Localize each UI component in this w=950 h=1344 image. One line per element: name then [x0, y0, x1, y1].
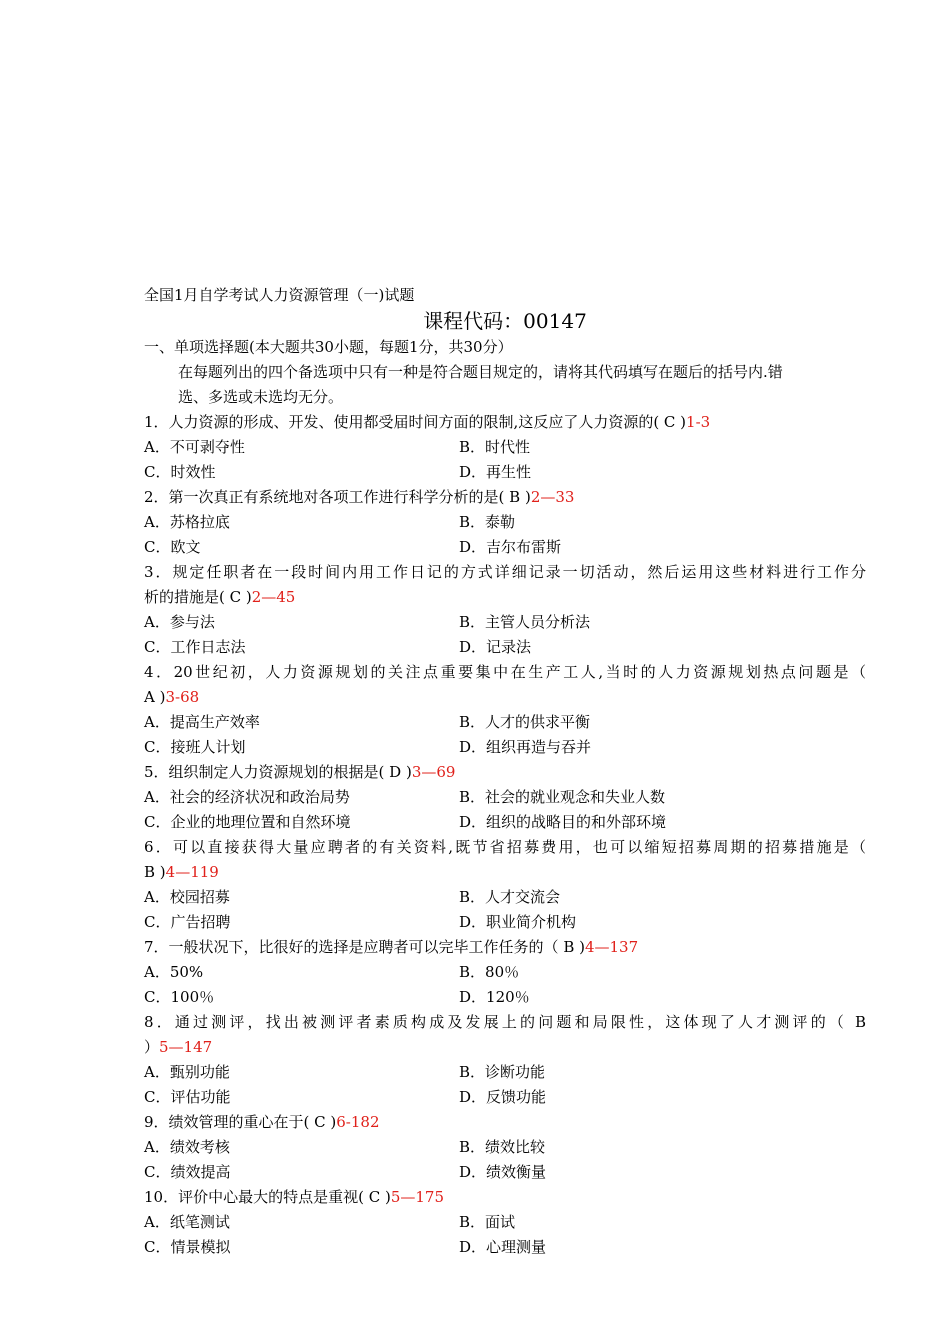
section-title: 一、单项选择题(本大题共30小题，每题1分，共30分）: [144, 338, 513, 356]
option-text: A．甄别功能: [144, 1063, 230, 1081]
option-text: A．绩效考核: [144, 1138, 230, 1156]
option-text: C．广告招聘: [144, 913, 231, 931]
question-item: [144, 660, 866, 760]
option-row: [144, 1085, 866, 1110]
question-stem-line: [144, 860, 866, 885]
question-stem-line: [144, 835, 866, 860]
option-text: B．时代性: [459, 438, 531, 456]
textbook-reference: 3-68: [165, 688, 200, 706]
option-row: [144, 1160, 866, 1185]
question-list: [144, 410, 866, 1260]
exam-title: 全国1月自学考试人力资源管理（一)试题: [144, 286, 415, 304]
option-text: D．记录法: [459, 638, 532, 656]
exam-page: [144, 283, 866, 1260]
option-text: B．诊断功能: [459, 1063, 546, 1081]
option-text: A．50%: [144, 963, 204, 981]
question-stem-text: 8．通过测评，找出被测评者素质构成及发展上的问题和局限性，这体现了人才测评的（ B: [144, 1013, 866, 1031]
option-text: B．绩效比较: [459, 1138, 546, 1156]
option-text: B．社会的就业观念和失业人数: [459, 788, 666, 806]
option-row: [144, 810, 866, 835]
option-text: B．泰勒: [459, 513, 516, 531]
option-row: [144, 435, 866, 460]
question-stem-text: 6．可以直接获得大量应聘者的有关资料,既节省招募费用，也可以缩短招募周期的招募措施是（: [144, 838, 866, 856]
option-row: [144, 460, 866, 485]
option-text: A．校园招募: [144, 888, 230, 906]
question-stem-line: [144, 485, 866, 510]
option-text: C．企业的地理位置和自然环境: [144, 813, 351, 831]
textbook-reference: 3—69: [411, 763, 456, 781]
question-stem-text: 3．规定任职者在一段时间内用工作日记的方式详细记录一切活动，然后运用这些材料进行工作分: [144, 563, 866, 581]
question-stem-text: 9．绩效管理的重心在于( C ): [144, 1113, 337, 1131]
option-text: C．接班人计划: [144, 738, 246, 756]
instructions-line-1: 在每题列出的四个备选项中只有一种是符合题目规定的，请将其代码填写在题后的括号内.错: [178, 363, 783, 381]
option-text: A．社会的经济状况和政治局势: [144, 788, 350, 806]
option-text: C．欧文: [144, 538, 201, 556]
option-text: A．提高生产效率: [144, 713, 260, 731]
option-text: C．工作日志法: [144, 638, 246, 656]
option-text: D．反馈功能: [459, 1088, 547, 1106]
question-item: [144, 485, 866, 560]
question-stem-line: [144, 1185, 866, 1210]
option-text: B．主管人员分析法: [459, 613, 591, 631]
option-text: A．参与法: [144, 613, 215, 631]
textbook-reference: 6-182: [336, 1113, 380, 1131]
question-stem-line: [144, 760, 866, 785]
question-item: [144, 410, 866, 485]
option-row: [144, 635, 866, 660]
option-row: [144, 785, 866, 810]
option-row: [144, 510, 866, 535]
option-text: D．120％: [459, 988, 530, 1006]
option-text: B．人才的供求平衡: [459, 713, 591, 731]
textbook-reference: 4—119: [165, 863, 219, 881]
question-item: [144, 760, 866, 835]
question-stem-line: [144, 1035, 866, 1060]
question-stem-text: ）: [144, 1038, 160, 1056]
option-text: B．面试: [459, 1213, 516, 1231]
question-stem-text: 10．评价中心最大的特点是重视( C ): [144, 1188, 391, 1206]
option-text: B．人才交流会: [459, 888, 561, 906]
option-text: C．时效性: [144, 463, 216, 481]
option-text: D．心理测量: [459, 1238, 547, 1256]
question-stem-line: [144, 935, 866, 960]
question-item: [144, 935, 866, 1010]
question-stem-line: [144, 1010, 866, 1035]
question-stem-line: [144, 410, 866, 435]
option-text: D．绩效衡量: [459, 1163, 547, 1181]
instructions-line-2: 选、多选或未选均无分。: [178, 388, 344, 406]
textbook-reference: 5—147: [159, 1038, 213, 1056]
option-text: D．再生性: [459, 463, 532, 481]
question-stem-line: [144, 585, 866, 610]
question-stem-line: [144, 685, 866, 710]
question-stem-text: 5．组织制定人力资源规划的根据是( D ): [144, 763, 412, 781]
option-row: [144, 710, 866, 735]
question-stem-text: A ): [144, 688, 166, 706]
option-row: [144, 735, 866, 760]
question-stem-text: 1．人力资源的形成、开发、使用都受届时间方面的限制,这反应了人力资源的( C ): [144, 413, 687, 431]
option-text: C．100％: [144, 988, 215, 1006]
option-row: [144, 1235, 866, 1260]
question-stem-text: 析的措施是( C ): [144, 588, 252, 606]
question-stem-text: 7．一般状况下，比很好的选择是应聘者可以完毕工作任务的（ B ): [144, 938, 585, 956]
option-text: C．绩效提高: [144, 1163, 231, 1181]
option-text: A．纸笔测试: [144, 1213, 230, 1231]
question-stem-line: [144, 660, 866, 685]
textbook-reference: 5—175: [390, 1188, 444, 1206]
textbook-reference: 1-3: [686, 413, 711, 431]
option-row: [144, 960, 866, 985]
textbook-reference: 2—45: [251, 588, 296, 606]
question-item: [144, 1110, 866, 1185]
option-row: [144, 1210, 866, 1235]
question-item: [144, 560, 866, 660]
question-stem-line: [144, 1110, 866, 1135]
option-row: [144, 885, 866, 910]
question-item: [144, 1010, 866, 1110]
textbook-reference: 2—33: [530, 488, 575, 506]
course-code: 课程代码：00147: [423, 309, 587, 333]
option-text: D．吉尔布雷斯: [459, 538, 562, 556]
question-stem-text: B ): [144, 863, 166, 881]
option-text: D．组织的战略目的和外部环境: [459, 813, 667, 831]
option-text: D．组织再造与吞并: [459, 738, 592, 756]
option-text: A．苏格拉底: [144, 513, 230, 531]
question-stem-line: [144, 560, 866, 585]
option-row: [144, 610, 866, 635]
option-row: [144, 535, 866, 560]
option-row: [144, 985, 866, 1010]
textbook-reference: 4—137: [584, 938, 639, 956]
question-stem-text: 2．第一次真正有系统地对各项工作进行科学分析的是( B ): [144, 488, 531, 506]
option-text: B．80％: [459, 963, 520, 981]
question-item: [144, 835, 866, 935]
option-row: [144, 1060, 866, 1085]
option-row: [144, 1135, 866, 1160]
option-text: D．职业简介机构: [459, 913, 577, 931]
option-row: [144, 910, 866, 935]
question-item: [144, 1185, 866, 1260]
option-text: C．评估功能: [144, 1088, 231, 1106]
option-text: C．情景模拟: [144, 1238, 231, 1256]
question-stem-text: 4．20世纪初，人力资源规划的关注点重要集中在生产工人,当时的人力资源规划热点问题是（: [144, 663, 866, 681]
option-text: A．不可剥夺性: [144, 438, 245, 456]
